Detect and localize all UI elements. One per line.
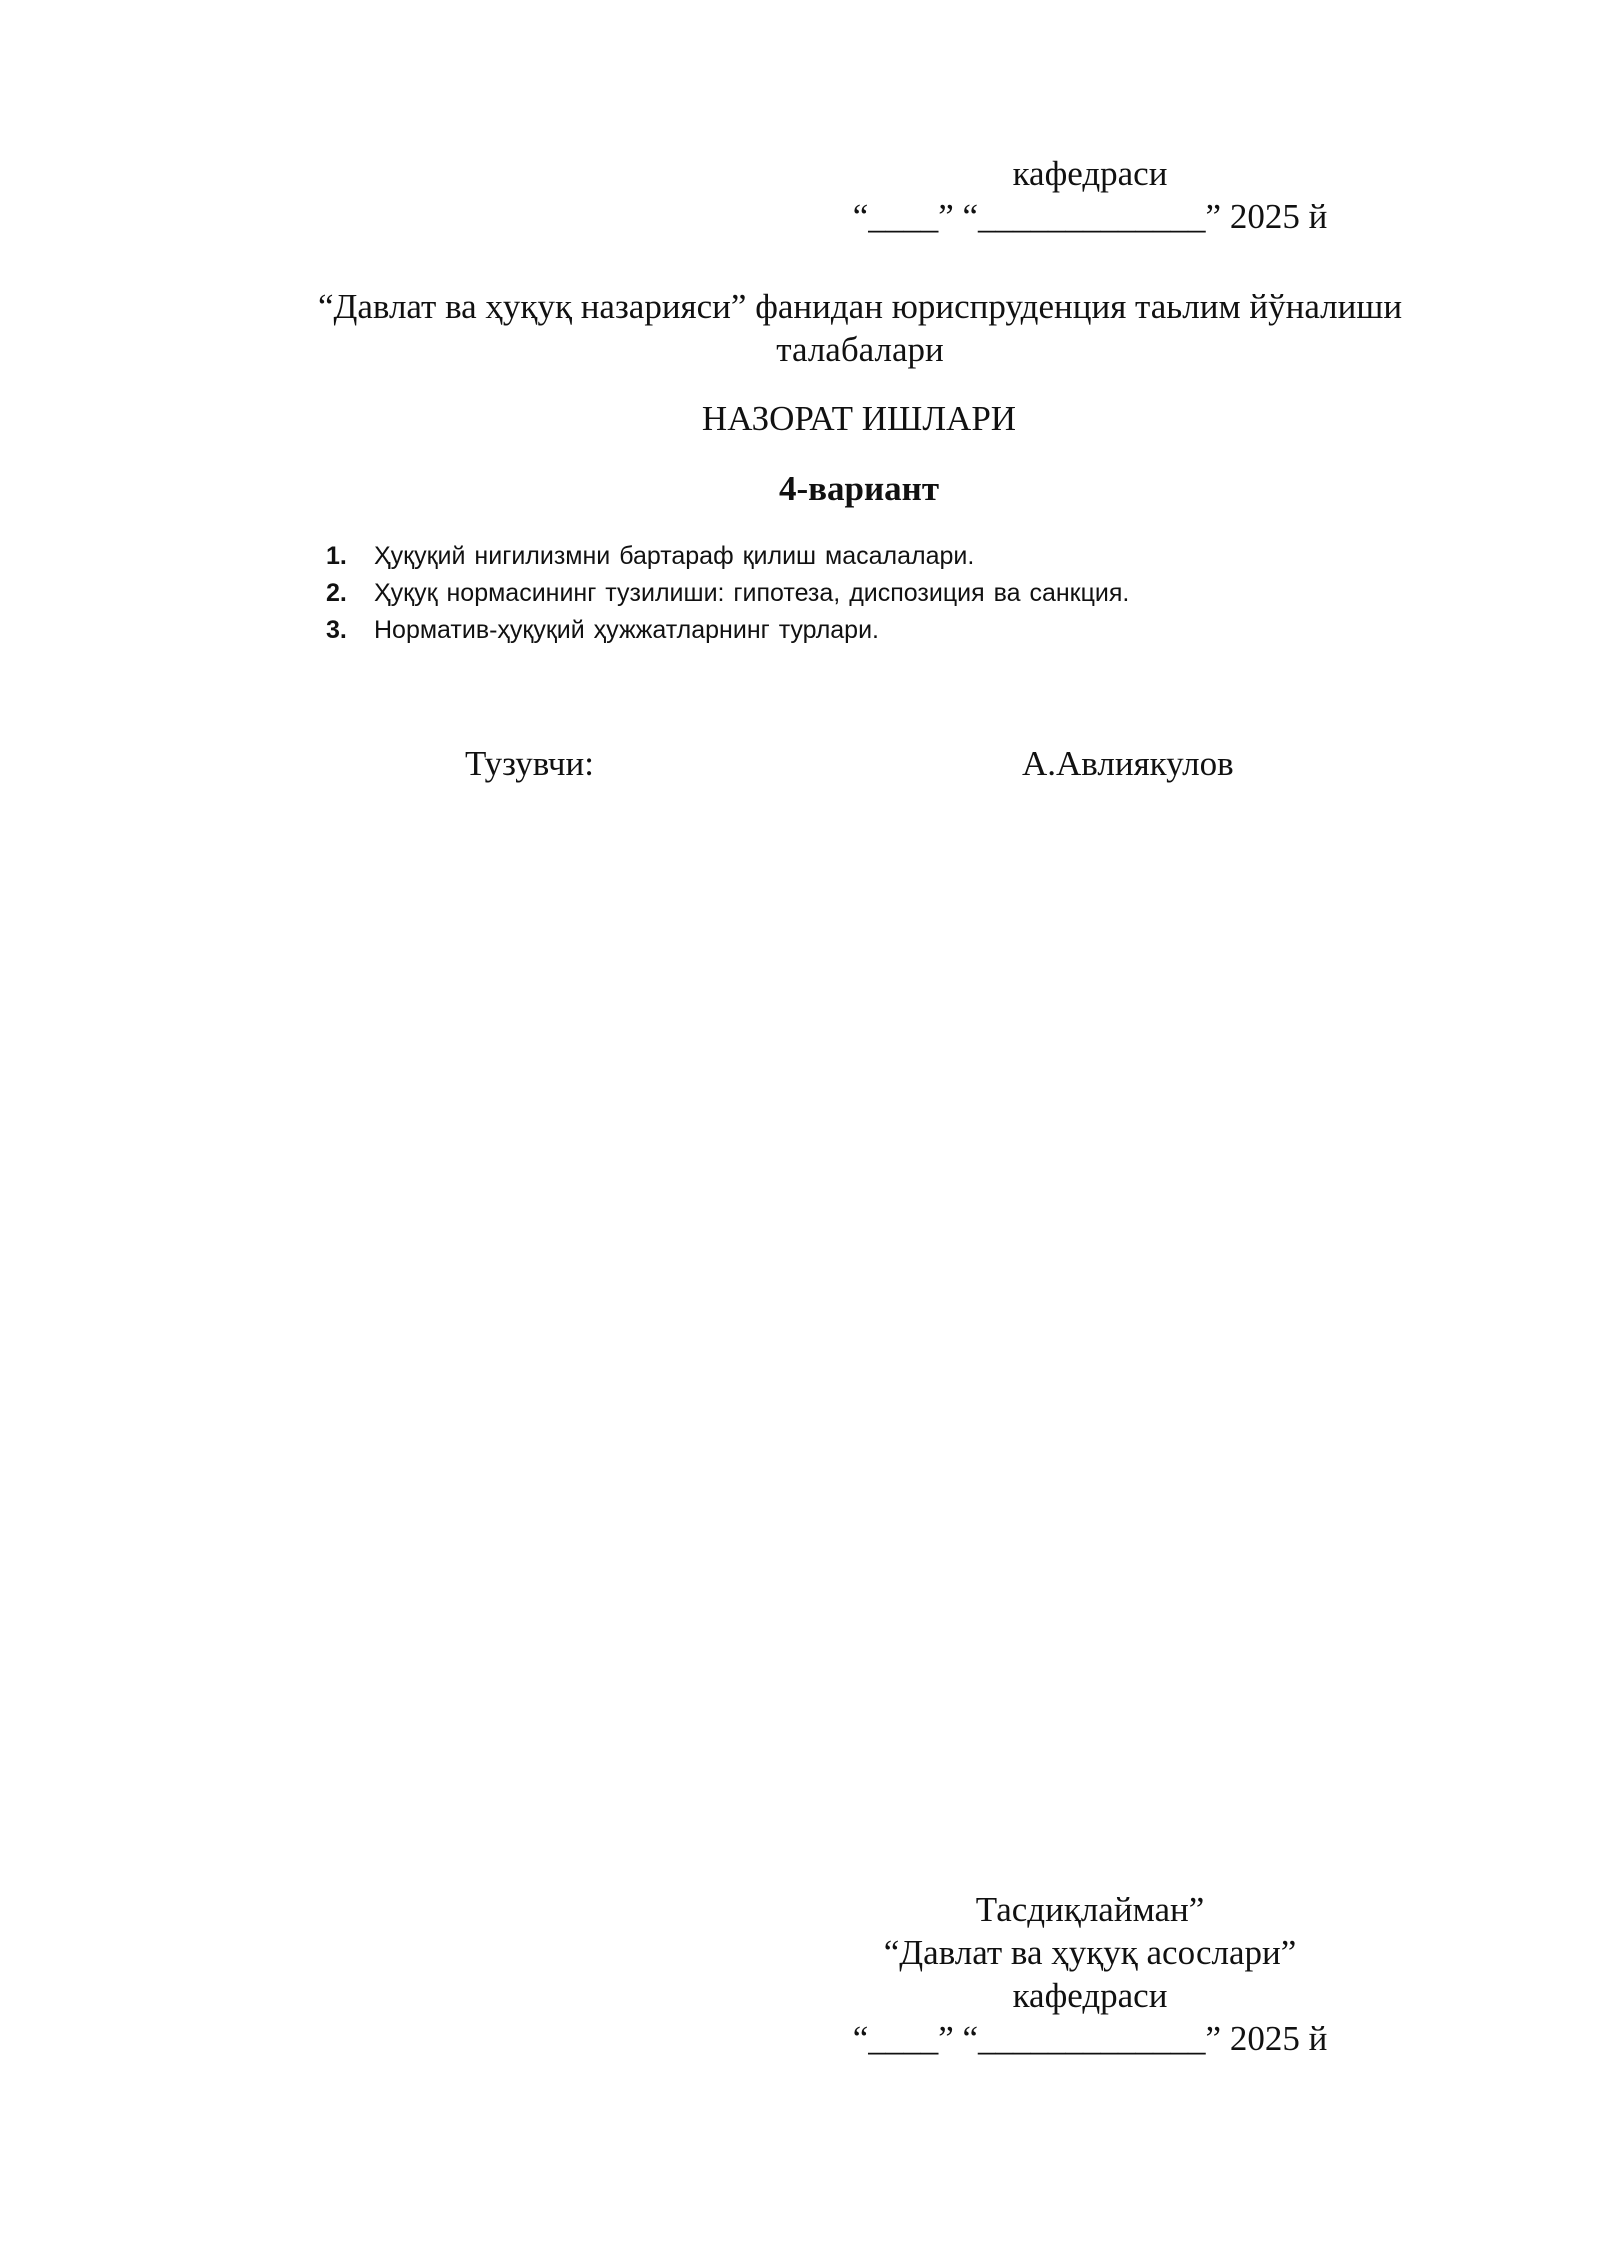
question-list xyxy=(326,538,1129,649)
approval-department-name: “Давлат ва ҳуқуқ асослари” xyxy=(883,1933,1297,1972)
author-label: Тузувчи: xyxy=(465,744,594,783)
question-number: 1. xyxy=(326,542,347,570)
question-text: Норматив-ҳуқуқий ҳужжатларнинг турлари. xyxy=(374,616,880,644)
approval-block-bottom xyxy=(820,1888,1360,2060)
question-item xyxy=(326,538,1129,575)
approval-date-line: “____” “_____________” 2025 й xyxy=(852,197,1328,236)
approval-date-line: “____” “_____________” 2025 й xyxy=(852,2019,1328,2058)
author-name: А.Авлиякулов xyxy=(1022,744,1234,783)
question-number: 2. xyxy=(326,579,347,607)
variant-heading: 4-вариант xyxy=(778,469,940,508)
document-title: НАЗОРАТ ИШЛАРИ xyxy=(701,399,1017,438)
approval-heading: Тасдиқлайман” xyxy=(975,1890,1205,1929)
approval-block-top xyxy=(820,152,1360,238)
approval-department: кафедраси xyxy=(1012,154,1168,193)
question-item xyxy=(326,575,1129,612)
question-item xyxy=(326,612,1129,649)
question-text: Ҳуқуқий нигилизмни бартараф қилиш масалалари. xyxy=(374,542,975,570)
question-number: 3. xyxy=(326,616,347,644)
subject-line: “Давлат ва ҳуқуқ назарияси” фанидан юриспруденция таьлим йўналиши талабалари xyxy=(317,287,1403,369)
approval-department: кафедраси xyxy=(1012,1976,1168,2015)
question-text: Ҳуқуқ нормасининг тузилиши: гипотеза, диспозиция ва санкция. xyxy=(374,579,1130,607)
